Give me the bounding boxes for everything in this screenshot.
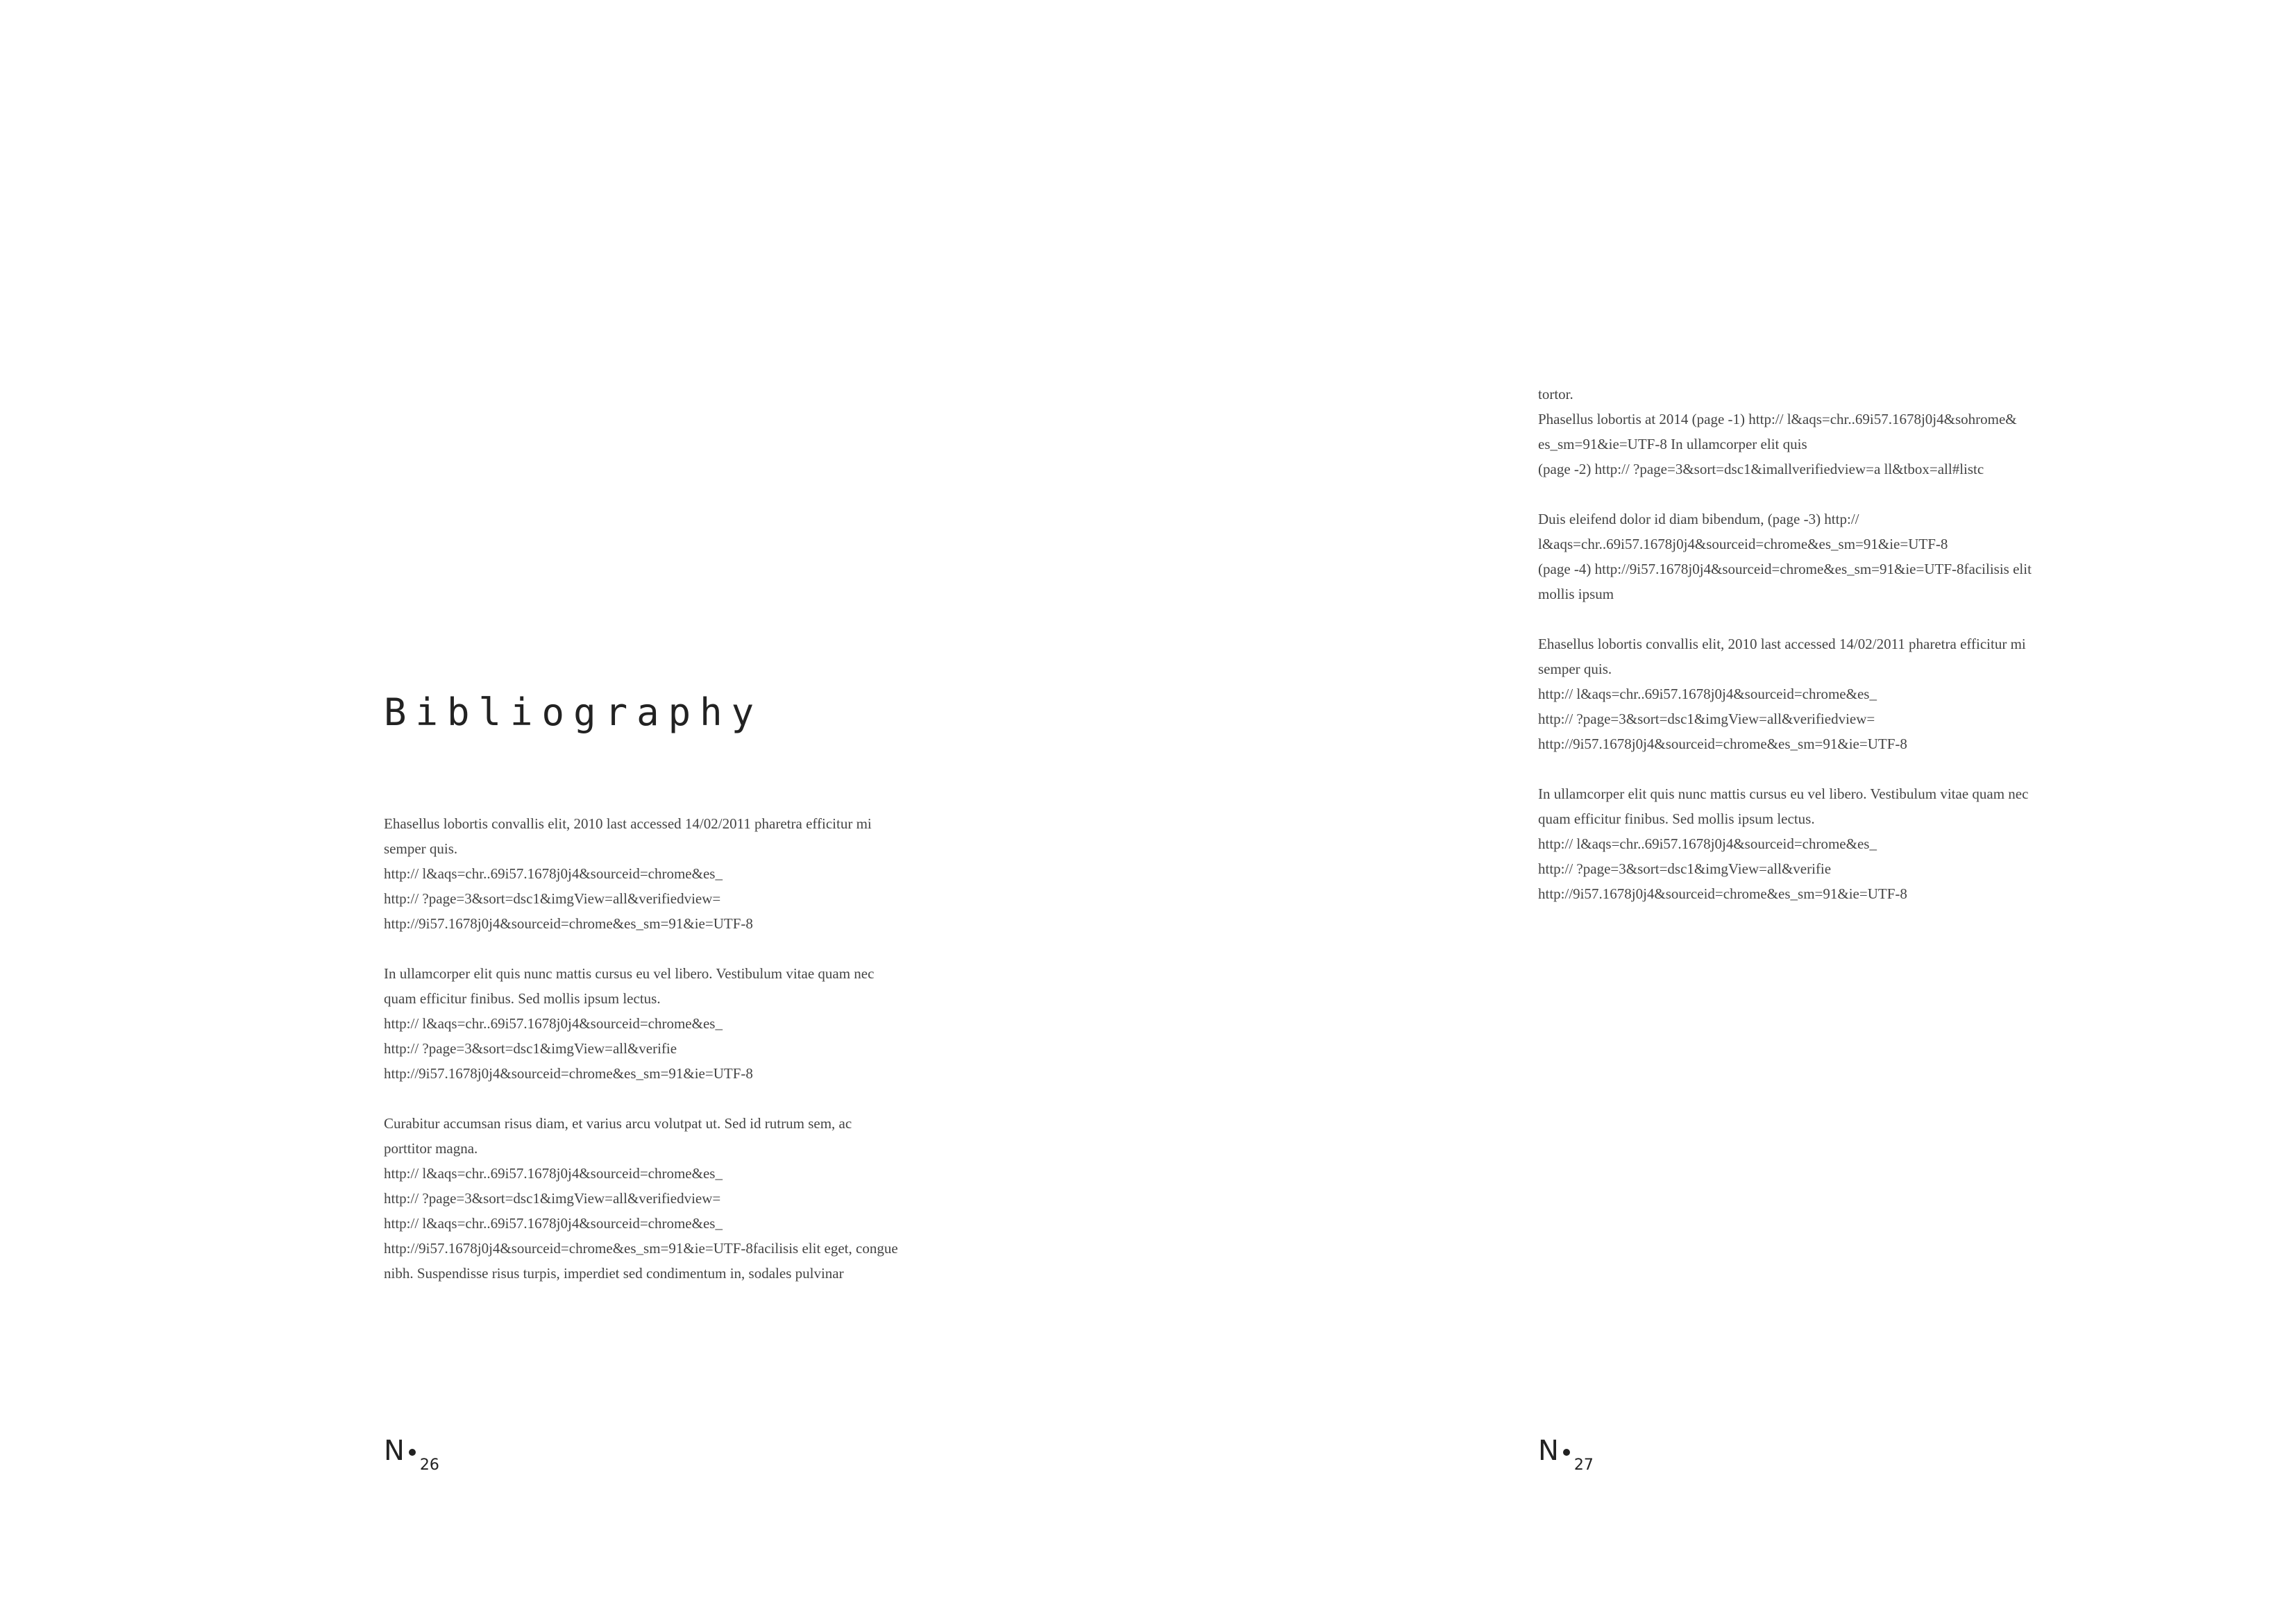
bibliography-left-column xyxy=(384,811,898,1311)
page-label: N xyxy=(1538,1435,1559,1467)
bibliography-entry xyxy=(384,961,898,1086)
entry-line: http:// l&aqs=chr..69i57.1678j0j4&sourceid=chrome&es_ xyxy=(1538,686,1877,702)
entry-line: Duis eleifend dolor id diam bibendum, (page -3) http:// xyxy=(1538,511,1859,527)
entry-line: http://9i57.1678j0j4&sourceid=chrome&es_sm=91&ie=UTF-8 xyxy=(1538,885,1907,902)
entry-line: nibh. Suspendisse risus turpis, imperdiet sed condimentum in, sodales pulvinar xyxy=(384,1265,844,1282)
bibliography-entry xyxy=(384,1111,898,1286)
entry-line: http:// l&aqs=chr..69i57.1678j0j4&sourceid=chrome&es_ xyxy=(384,865,723,882)
entry-line: http://9i57.1678j0j4&sourceid=chrome&es_sm=91&ie=UTF-8 xyxy=(1538,736,1907,752)
page-number-right xyxy=(1538,1435,1594,1474)
entry-line: tortor. xyxy=(1538,386,1573,402)
bibliography-entry xyxy=(384,811,898,936)
entry-line: http:// ?page=3&sort=dsc1&imgView=all&verifiedview= xyxy=(1538,711,1875,727)
entry-line: semper quis. xyxy=(1538,661,1612,677)
entry-line: es_sm=91&ie=UTF-8 In ullamcorper elit quis xyxy=(1538,436,1807,452)
bibliography-entry xyxy=(1538,507,2032,606)
page-label: N xyxy=(384,1435,405,1467)
entry-line: Phasellus lobortis at 2014 (page -1) http:// l&aqs=chr..69i57.1678j0j4&sohrome& xyxy=(1538,411,2017,427)
page-number: 27 xyxy=(1573,1456,1594,1474)
entry-line: Ehasellus lobortis convallis elit, 2010 last accessed 14/02/2011 pharetra efficitur mi xyxy=(384,815,872,832)
page-title: Bibliography xyxy=(384,690,763,734)
entry-line: http://9i57.1678j0j4&sourceid=chrome&es_sm=91&ie=UTF-8 xyxy=(384,1065,753,1082)
entry-line: Ehasellus lobortis convallis elit, 2010 last accessed 14/02/2011 pharetra efficitur mi xyxy=(1538,636,2026,652)
entry-line: http://9i57.1678j0j4&sourceid=chrome&es_sm=91&ie=UTF-8facilisis elit eget, congue xyxy=(384,1240,898,1257)
entry-line: quam efficitur finibus. Sed mollis ipsum lectus. xyxy=(384,990,661,1007)
page-number-left xyxy=(384,1435,439,1474)
entry-line: l&aqs=chr..69i57.1678j0j4&sourceid=chrome&es_sm=91&ie=UTF-8 xyxy=(1538,536,1948,552)
entry-line: porttitor magna. xyxy=(384,1140,478,1157)
bibliography-entry xyxy=(1538,781,2032,906)
entry-line: http:// l&aqs=chr..69i57.1678j0j4&sourceid=chrome&es_ xyxy=(1538,835,1877,852)
page-number: 26 xyxy=(419,1456,439,1474)
entry-line: http:// l&aqs=chr..69i57.1678j0j4&sourceid=chrome&es_ xyxy=(384,1215,723,1232)
dot-icon xyxy=(1563,1449,1570,1456)
entry-line: (page -2) http:// ?page=3&sort=dsc1&imallverifiedview=a ll&tbox=all#listc xyxy=(1538,461,1984,477)
entry-line: http:// l&aqs=chr..69i57.1678j0j4&sourceid=chrome&es_ xyxy=(384,1015,723,1032)
entry-line: Curabitur accumsan risus diam, et varius arcu volutpat ut. Sed id rutrum sem, ac xyxy=(384,1115,852,1132)
entry-line: semper quis. xyxy=(384,840,458,857)
bibliography-entry xyxy=(1538,382,2032,482)
entry-line: In ullamcorper elit quis nunc mattis cursus eu vel libero. Vestibulum vitae quam nec xyxy=(384,965,875,982)
entry-line: quam efficitur finibus. Sed mollis ipsum lectus. xyxy=(1538,810,1815,827)
entry-line: http:// l&aqs=chr..69i57.1678j0j4&sourceid=chrome&es_ xyxy=(384,1165,723,1182)
bibliography-entry xyxy=(1538,631,2032,756)
entry-line: http:// ?page=3&sort=dsc1&imgView=all&verifiedview= xyxy=(384,1190,721,1207)
entry-line: http:// ?page=3&sort=dsc1&imgView=all&verifiedview= xyxy=(384,890,721,907)
entry-line: http://9i57.1678j0j4&sourceid=chrome&es_sm=91&ie=UTF-8 xyxy=(384,915,753,932)
bibliography-right-column xyxy=(1538,382,2032,931)
dot-icon xyxy=(409,1449,416,1456)
entry-line: http:// ?page=3&sort=dsc1&imgView=all&verifie xyxy=(384,1040,677,1057)
entry-line: mollis ipsum xyxy=(1538,586,1614,602)
entry-line: http:// ?page=3&sort=dsc1&imgView=all&verifie xyxy=(1538,860,1832,877)
entry-line: In ullamcorper elit quis nunc mattis cursus eu vel libero. Vestibulum vitae quam nec xyxy=(1538,785,2029,802)
entry-line: (page -4) http://9i57.1678j0j4&sourceid=chrome&es_sm=91&ie=UTF-8facilisis elit xyxy=(1538,561,2032,577)
